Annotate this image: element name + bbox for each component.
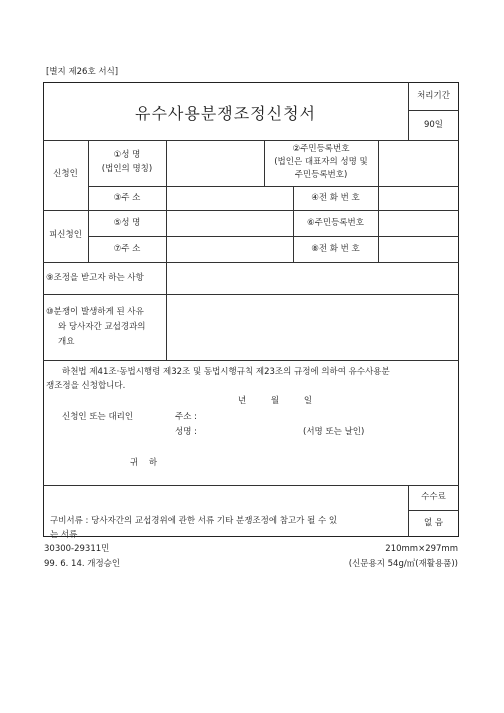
statement-name-label: 성명 : — [175, 427, 197, 437]
fee-label: 수수료 — [421, 492, 446, 502]
fee-value: 없 음 — [423, 518, 444, 528]
footer-form-code: 30300-29311민 — [44, 544, 110, 554]
applicant-id-sub1: (법인은 대표자의 성명 및 — [274, 157, 368, 167]
footer-paper-size: 210mm×297mm — [385, 544, 458, 554]
respondent-phone-field[interactable] — [379, 237, 458, 261]
dispute-field[interactable] — [167, 295, 458, 359]
respondent-address-field[interactable] — [167, 237, 292, 261]
applicant-address-label: ③주 소 — [113, 193, 141, 203]
statement-name-field[interactable] — [205, 425, 300, 438]
statement-line1: 하천법 제41조·동법시행령 제32조 및 동법시행규칙 제23조의 규정에 의하여 유수사용분 — [62, 367, 390, 377]
respondent-id-label: ⑥주민등록번호 — [307, 218, 364, 228]
processing-period-label: 처리기간 — [417, 91, 450, 101]
applicant-id-label: ②주민등록번호 — [292, 144, 350, 154]
form-reference: [별지 제26호 서식] — [46, 67, 119, 77]
statement-addressee: 귀 하 — [130, 458, 158, 468]
processing-period-value: 90일 — [423, 120, 444, 130]
documents-line2: 는 서류 — [50, 530, 78, 540]
documents-line1: 구비서류 : 당사자간의 교섭경위에 관한 서류 기타 분쟁조정에 참고가 될 수 있 — [50, 516, 338, 526]
respondent-phone-label: ⑧전 화 번 호 — [311, 244, 360, 254]
divider — [43, 360, 459, 361]
applicant-name-label: ①성 명 — [113, 150, 141, 160]
dispute-label-line1: ⑩분쟁이 발생하게 된 사유 — [46, 307, 144, 317]
mediation-item-field[interactable] — [167, 263, 458, 293]
statement-address-label: 주소 : — [175, 412, 197, 422]
form-title: 유수사용분쟁조정신청서 — [134, 104, 317, 123]
dispute-label-line3: 개요 — [58, 337, 75, 347]
statement-line2: 쟁조정을 신청합니다. — [46, 381, 126, 391]
applicant-address-field[interactable] — [167, 187, 292, 209]
mediation-item-label: ⑨조정을 받고자 하는 사항 — [46, 273, 144, 283]
statement-address-field[interactable] — [205, 410, 405, 423]
statement-applicant-label: 신청인 또는 대리인 — [62, 412, 134, 422]
divider — [43, 485, 459, 486]
applicant-id-sub2: 주민등록번호) — [294, 170, 348, 180]
divider — [408, 110, 459, 111]
respondent-name-label: ⑤성 명 — [113, 218, 141, 228]
applicant-name-sub: (법인의 명칭) — [101, 164, 153, 174]
statement-date: 년 월 일 — [238, 396, 313, 406]
statement-seal: (서명 또는 날인) — [303, 427, 365, 437]
applicant-phone-field[interactable] — [379, 187, 458, 209]
respondent-address-label: ⑦주 소 — [113, 244, 141, 254]
divider — [408, 510, 459, 511]
respondent-label: 피신청인 — [49, 230, 82, 240]
applicant-name-field[interactable] — [167, 141, 263, 185]
applicant-id-field[interactable] — [379, 141, 458, 185]
applicant-label: 신청인 — [53, 169, 78, 179]
respondent-name-field[interactable] — [167, 211, 292, 235]
respondent-id-field[interactable] — [379, 211, 458, 235]
footer-approval: 99. 6. 14. 개정승인 — [44, 559, 121, 569]
dispute-label-line2: 와 당사자간 교섭경과의 — [58, 322, 146, 332]
footer-paper-type: (신문용지 54g/㎡(재활용품)) — [348, 559, 458, 569]
applicant-phone-label: ④전 화 번 호 — [311, 193, 360, 203]
